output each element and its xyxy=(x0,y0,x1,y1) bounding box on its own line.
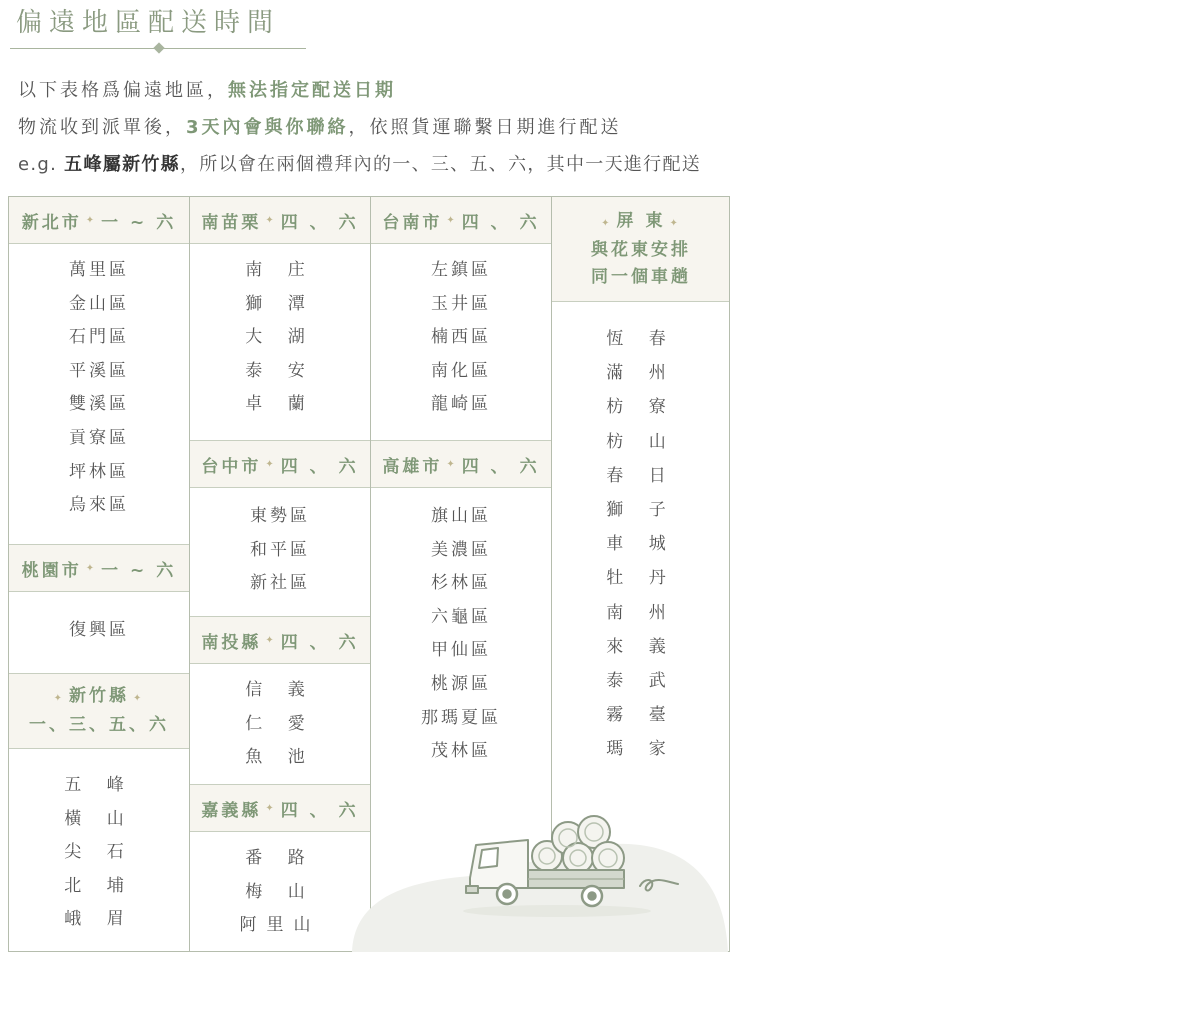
region-header-hsinchu xyxy=(9,673,189,749)
area-item: 新社區 xyxy=(250,573,310,594)
intro-line-1 xyxy=(18,76,396,102)
sparkle-icon: ✦ xyxy=(265,458,277,470)
area-item: 左鎮區 xyxy=(431,260,491,280)
area-item: 梅 山 xyxy=(245,881,315,902)
area-item: 卓 蘭 xyxy=(245,394,315,415)
region-hsinchu xyxy=(9,673,189,937)
area-list-new-taipei xyxy=(9,244,189,523)
intro-line-1-highlight: 無法指定配送日期 xyxy=(228,80,396,101)
delivery-schedule-table xyxy=(8,196,730,952)
region-miaoli xyxy=(190,197,370,422)
region-name: 屏 東 xyxy=(616,210,666,231)
sparkle-icon: ✦ xyxy=(53,693,65,704)
area-item: 東勢區 xyxy=(250,506,310,526)
area-item: 烏來區 xyxy=(69,495,129,516)
sparkle-icon: ✦ xyxy=(85,214,98,226)
region-tainan xyxy=(371,197,551,422)
diamond-ornament-icon xyxy=(153,42,164,53)
region-days: 四 、 六 xyxy=(280,212,359,233)
area-item: 瑪 家 xyxy=(606,739,676,760)
sparkle-icon: ✦ xyxy=(265,634,277,646)
area-item: 峨 眉 xyxy=(64,909,134,930)
region-name: 南投縣 xyxy=(201,632,262,653)
intro-line-3-suffix: ，所以會在兩個禮拜內的一、三、五、六，其中一天進行配送 xyxy=(179,154,702,175)
area-item: 北 埔 xyxy=(64,875,134,896)
area-item: 泰 安 xyxy=(245,360,315,381)
region-header-taichung xyxy=(190,440,370,488)
area-item: 石門區 xyxy=(69,327,129,348)
area-item: 獅 潭 xyxy=(245,293,315,314)
intro-line-3-prefix: e.g. xyxy=(18,154,65,175)
area-item: 霧 臺 xyxy=(606,705,676,726)
area-item: 杉林區 xyxy=(431,573,491,594)
intro-line-2 xyxy=(18,113,622,139)
table-column-2 xyxy=(190,197,371,951)
region-header-new-taipei xyxy=(9,197,189,244)
area-item: 坪林區 xyxy=(69,461,129,482)
region-taichung xyxy=(190,440,370,601)
region-header-pingtung xyxy=(552,197,730,302)
intro-line-1-text: 以下表格爲偏遠地區， xyxy=(18,80,228,101)
area-item: 南 庄 xyxy=(245,260,315,280)
area-item: 尖 石 xyxy=(64,842,134,863)
region-name: 新北市 xyxy=(21,212,82,233)
region-header-chiayi xyxy=(190,784,370,832)
area-item: 魚 池 xyxy=(245,747,315,768)
area-item: 金山區 xyxy=(69,293,129,314)
region-header-miaoli xyxy=(190,197,370,244)
area-item: 萬里區 xyxy=(69,260,129,280)
table-column-1 xyxy=(9,197,190,951)
region-name: 桃園市 xyxy=(21,560,82,581)
area-list-kaohsiung xyxy=(371,488,551,769)
area-item: 獅 子 xyxy=(606,500,676,521)
region-name: 台中市 xyxy=(201,456,262,477)
intro-line-3-bold: 五峰屬新竹縣 xyxy=(64,154,180,175)
area-item: 滿 州 xyxy=(606,363,676,384)
area-list-taoyuan xyxy=(9,592,189,648)
region-days: 四 、 六 xyxy=(461,212,540,233)
region-header-taoyuan xyxy=(9,544,189,592)
title-divider xyxy=(10,41,306,55)
region-days: 一、三、五、六 xyxy=(29,715,169,735)
sparkle-icon: ✦ xyxy=(265,214,277,226)
area-item: 仁 愛 xyxy=(245,713,315,734)
area-item: 橫 山 xyxy=(64,808,134,829)
area-item: 牡 丹 xyxy=(606,568,676,589)
region-days: 四 、 六 xyxy=(461,456,540,477)
sparkle-icon: ✦ xyxy=(446,214,458,226)
region-nantou xyxy=(190,616,370,775)
region-chiayi xyxy=(190,784,370,943)
area-list-miaoli xyxy=(190,244,370,422)
sparkle-icon: ✦ xyxy=(446,458,458,470)
region-days: 一 ~ 六 xyxy=(101,560,177,581)
region-name-line xyxy=(597,208,685,237)
area-item: 平溪區 xyxy=(69,360,129,381)
region-name: 嘉義縣 xyxy=(201,800,262,821)
region-name: 南苗栗 xyxy=(201,212,262,233)
intro-line-2-suffix: ，依照貨運聯繫日期進行配送 xyxy=(348,117,622,138)
area-item: 南化區 xyxy=(431,360,491,381)
area-item: 番 路 xyxy=(245,848,315,868)
area-item: 復興區 xyxy=(69,620,129,640)
region-kaohsiung xyxy=(371,440,551,769)
region-header-kaohsiung xyxy=(371,440,551,488)
area-item: 旗山區 xyxy=(431,506,491,526)
intro-line-3 xyxy=(18,150,701,176)
region-name: 高雄市 xyxy=(382,456,443,477)
area-item: 茂林區 xyxy=(431,741,491,762)
region-note-1: 與花東安排 xyxy=(591,239,691,260)
area-item: 龍崎區 xyxy=(431,394,491,415)
area-item: 春 日 xyxy=(606,465,676,486)
area-item: 大 湖 xyxy=(245,327,315,348)
region-header-nantou xyxy=(190,616,370,664)
area-item: 和平區 xyxy=(250,539,310,560)
sparkle-icon: ✦ xyxy=(265,802,277,814)
area-item: 阿里山 xyxy=(239,915,321,936)
area-list-tainan xyxy=(371,244,551,422)
area-item: 南 州 xyxy=(606,602,676,623)
area-item: 美濃區 xyxy=(431,539,491,560)
area-item: 雙溪區 xyxy=(69,394,129,415)
region-note-2: 同一個車趟 xyxy=(591,266,691,287)
region-name: 新竹縣 xyxy=(69,686,129,706)
region-taoyuan xyxy=(9,544,189,648)
area-list-pingtung xyxy=(552,302,730,767)
area-item: 車 城 xyxy=(606,534,676,555)
sparkle-icon: ✦ xyxy=(85,562,98,574)
area-list-taichung xyxy=(190,488,370,601)
area-item: 五 峰 xyxy=(64,775,134,795)
table-column-4 xyxy=(552,197,730,951)
region-name-line xyxy=(50,683,149,712)
region-header-tainan xyxy=(371,197,551,244)
area-item: 貢寮區 xyxy=(69,427,129,448)
region-name: 台南市 xyxy=(382,212,443,233)
area-item: 楠西區 xyxy=(431,327,491,348)
area-item: 那瑪夏區 xyxy=(421,707,501,728)
sparkle-icon: ✦ xyxy=(133,693,145,704)
intro-line-2-highlight: 3天內會與你聯絡 xyxy=(186,117,349,138)
area-item: 枋 山 xyxy=(606,431,676,452)
area-list-nantou xyxy=(190,664,370,775)
region-days: 一 ~ 六 xyxy=(101,212,177,233)
intro-line-2-text: 物流收到派單後， xyxy=(18,117,186,138)
sparkle-icon: ✦ xyxy=(601,217,613,229)
region-days: 四 、 六 xyxy=(280,456,359,477)
area-item: 甲仙區 xyxy=(431,640,491,661)
area-item: 泰 武 xyxy=(606,671,676,692)
area-item: 信 義 xyxy=(245,680,315,700)
area-list-chiayi xyxy=(190,832,370,943)
page-title: 偏遠地區配送時間 xyxy=(16,8,281,38)
area-item: 桃源區 xyxy=(431,673,491,694)
region-pingtung xyxy=(552,197,730,767)
area-item: 枋 寮 xyxy=(606,397,676,418)
area-list-hsinchu xyxy=(9,749,189,937)
area-item: 恆 春 xyxy=(606,329,676,349)
area-item: 六龜區 xyxy=(431,606,491,627)
region-days: 四 、 六 xyxy=(280,800,359,821)
area-item: 玉井區 xyxy=(431,293,491,314)
sparkle-icon: ✦ xyxy=(669,217,681,229)
region-days: 四 、 六 xyxy=(280,632,359,653)
table-column-3 xyxy=(371,197,552,951)
region-new-taipei xyxy=(9,197,189,523)
area-item: 來 義 xyxy=(606,636,676,657)
